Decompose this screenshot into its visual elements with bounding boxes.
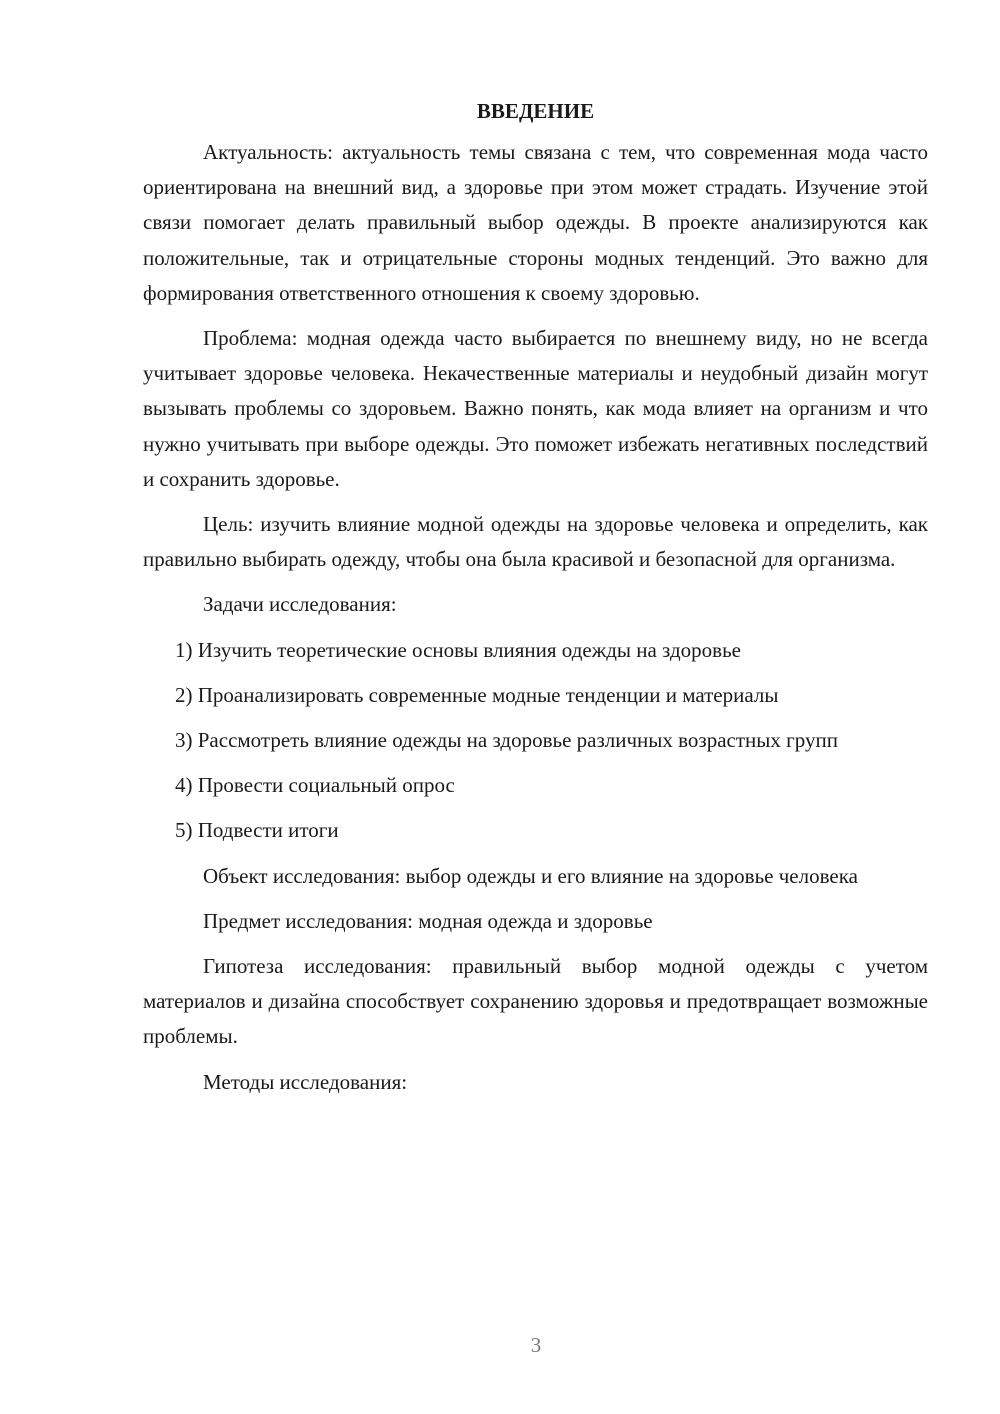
task-item-1: 1) Изучить теоретические основы влияния одежды на здоровье [175,637,741,662]
paragraph-problem: Проблема: модная одежда часто выбирается по внешнему виду, но не всегда учитывает здоровье человека. Некачественные материалы и неудобный дизайн могут вызывать проблемы со здоровьем. Важно понять, как мода влияет на организм и что нужно учитывать при выборе одежды. Это поможет избежать негативных последствий и сохранить здоровье. [143,326,928,491]
task-item-4: 4) Провести социальный опрос [175,773,455,798]
task-item-5: 5) Подвести итоги [175,818,339,843]
paragraph-methods: Методы исследования: [203,1069,408,1094]
document-page [143,96,928,1110]
task-item-3: 3) Рассмотреть влияние одежды на здоровье различных возрастных групп [175,728,838,753]
task-item-2: 2) Проанализировать современные модные тенденции и материалы [175,682,779,707]
paragraph-goal: Цель: изучить влияние модной одежды на здоровье человека и определить, как правильно выбирать одежду, чтобы она была красивой и безопасной для организма. [143,512,928,572]
paragraph-hypothesis: Гипотеза исследования: правильный выбор модной одежды с учетом материалов и дизайна способствует сохранению здоровья и предотвращает возможные проблемы. [143,954,928,1049]
paragraph-object: Объект исследования: выбор одежды и его влияние на здоровье человека [203,863,858,888]
paragraph-relevance: Актуальность: актуальность темы связана с тем, что современная мода часто ориентирована на внешний вид, а здоровье при этом может страдать. Изучение этой связи помогает делать правильный выбор одежды. В проекте анализируются как положительные, так и отрицательные стороны модных тенденций. Это важно для формирования ответственного отношения к своему здоровью. [143,140,928,305]
page-number: 3 [530,1333,542,1357]
section-title: ВВЕДЕНИЕ [476,99,595,123]
paragraph-tasks-heading: Задачи исследования: [203,592,397,617]
paragraph-subject: Предмет исследования: модная одежда и здоровье [203,908,653,933]
